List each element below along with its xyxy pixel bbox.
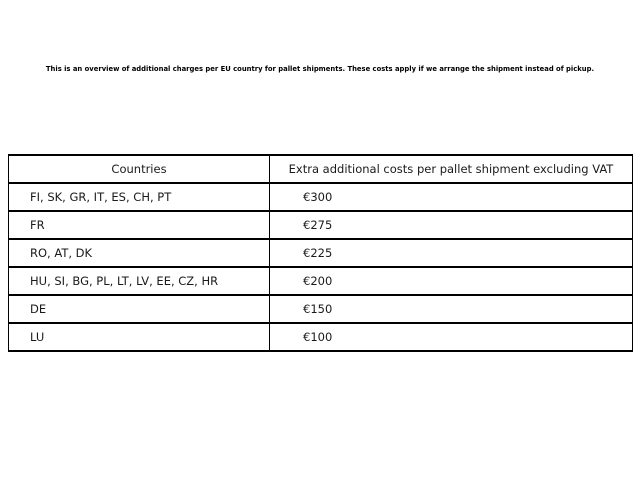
table-row <box>9 267 633 295</box>
table-body <box>9 183 633 351</box>
countries-cell: DE <box>9 295 270 323</box>
countries-cell: RO, AT, DK <box>9 239 270 267</box>
table-row <box>9 295 633 323</box>
table-row <box>9 211 633 239</box>
charges-table <box>8 154 633 352</box>
countries-cell: FR <box>9 211 270 239</box>
column-header-countries: Countries <box>9 155 270 183</box>
cost-cell: €275 <box>270 211 633 239</box>
cost-cell: €150 <box>270 295 633 323</box>
table-row <box>9 323 633 351</box>
column-header-costs: Extra additional costs per pallet shipment excluding VAT <box>270 155 633 183</box>
countries-cell: FI, SK, GR, IT, ES, CH, PT <box>9 183 270 211</box>
countries-cell: HU, SI, BG, PL, LT, LV, EE, CZ, HR <box>9 267 270 295</box>
intro-text: This is an overview of additional charges per EU country for pallet shipments. These costs apply if we arrange the shipment instead of pickup. <box>45 65 595 73</box>
table-row <box>9 239 633 267</box>
cost-cell: €225 <box>270 239 633 267</box>
table-row <box>9 183 633 211</box>
cost-cell: €300 <box>270 183 633 211</box>
cost-cell: €200 <box>270 267 633 295</box>
cost-cell: €100 <box>270 323 633 351</box>
countries-cell: LU <box>9 323 270 351</box>
table-header-row <box>9 155 633 183</box>
